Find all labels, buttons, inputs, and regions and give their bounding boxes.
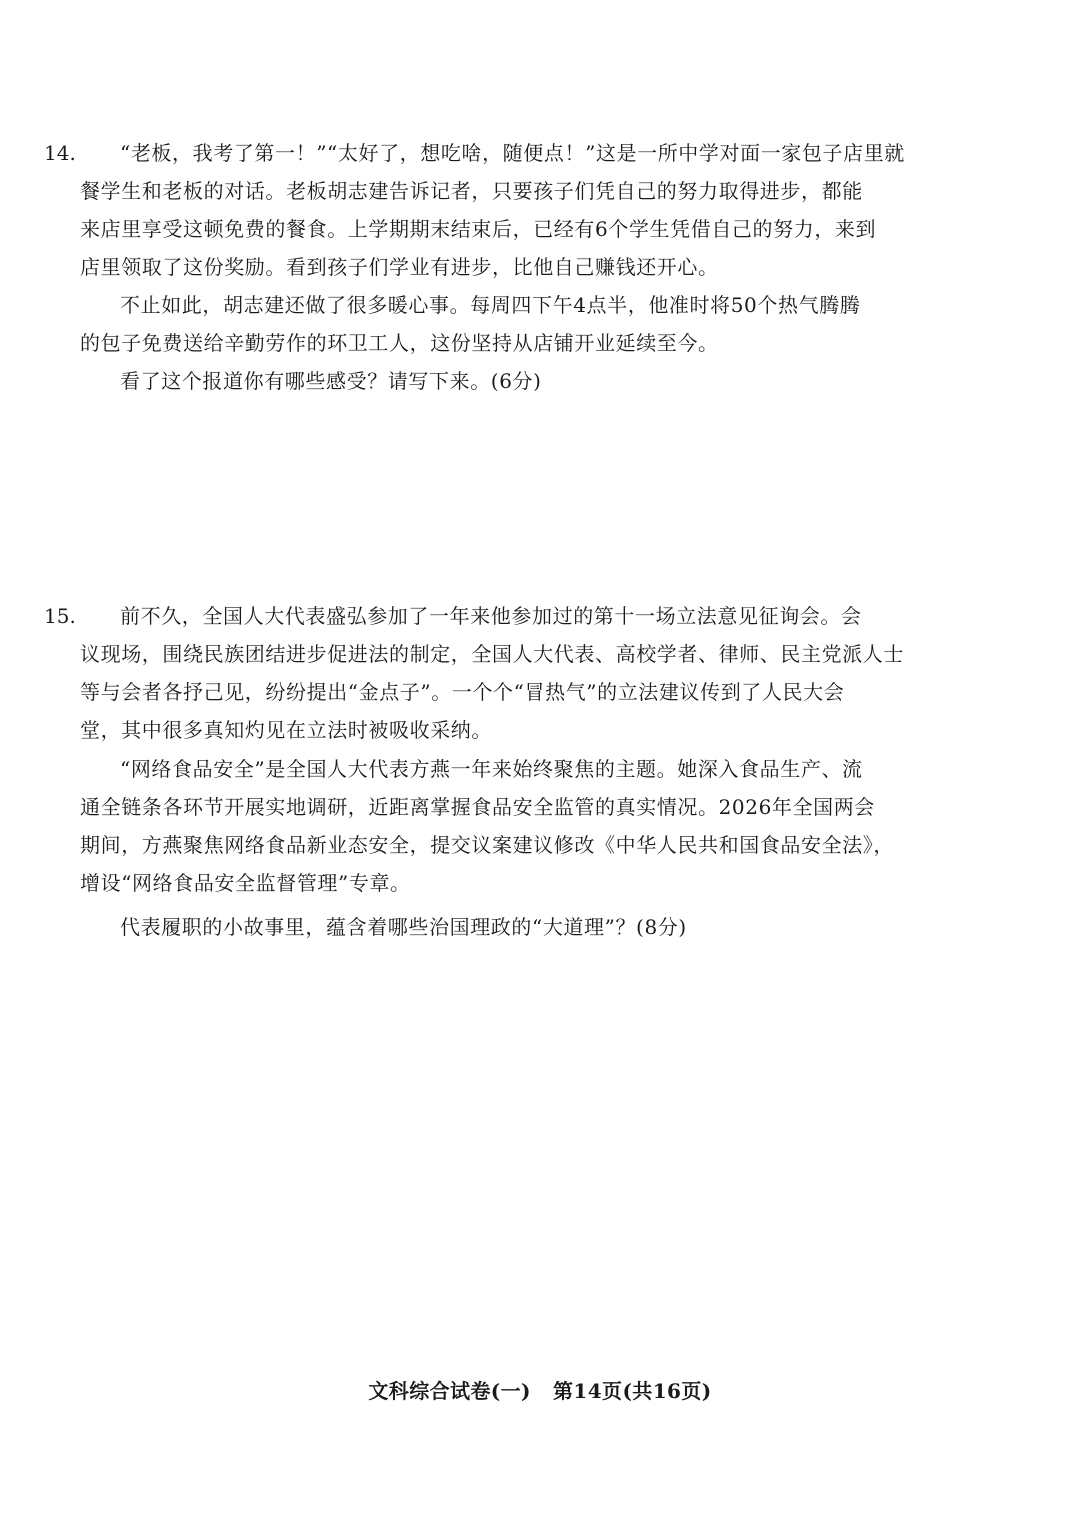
- exam-title: 文科综合试卷(一): [368, 1379, 531, 1403]
- question-text-line: 来店里享受这顿免费的餐食。上学期期末结束后，已经有6个学生凭借自己的努力，来到: [80, 217, 877, 241]
- page-footer: [0, 1374, 1080, 1408]
- page-number: 第14页(共16页): [553, 1379, 712, 1403]
- question-text-line: 议现场，围绕民族团结进步促进法的制定，全国人大代表、高校学者、律师、民主党派人士: [80, 642, 904, 666]
- footer-spacer: [531, 1379, 553, 1403]
- question-prompt: 代表履职的小故事里，蕴含着哪些治国理政的“大道理”？(8分): [120, 915, 687, 939]
- question-number: 15.: [44, 604, 76, 628]
- question-text-line: 不止如此，胡志建还做了很多暖心事。每周四下午4点半，他准时将50个热气腾腾: [120, 293, 861, 317]
- question-text-line: 餐学生和老板的对话。老板胡志建告诉记者，只要孩子们凭自己的努力取得进步，都能: [80, 179, 863, 203]
- question-text-line: 期间，方燕聚焦网络食品新业态安全，提交议案建议修改《中华人民共和国食品安全法》，: [80, 833, 894, 857]
- question-text-line: “老板，我考了第一！”“太好了，想吃啥，随便点！”这是一所中学对面一家包子店里就: [120, 141, 905, 165]
- question-text-line: “网络食品安全”是全国人大代表方燕一年来始终聚焦的主题。她深入食品生产、流: [120, 757, 863, 781]
- question-text-line: 增设“网络食品安全监督管理”专章。: [80, 871, 411, 895]
- question-text-line: 堂，其中很多真知灼见在立法时被吸收采纳。: [80, 718, 492, 742]
- question-text-line: 前不久，全国人大代表盛弘参加了一年来他参加过的第十一场立法意见征询会。会: [120, 604, 862, 628]
- question-text-line: 店里领取了这份奖励。看到孩子们学业有进步，比他自己赚钱还开心。: [80, 255, 719, 279]
- question-prompt: 看了这个报道你有哪些感受？请写下来。(6分): [120, 369, 542, 393]
- question-text-line: 的包子免费送给辛勤劳作的环卫工人，这份坚持从店铺开业延续至今。: [80, 331, 719, 355]
- question-text-line: 等与会者各抒己见，纷纷提出“金点子”。一个个“冒热气”的立法建议传到了人民大会: [80, 680, 845, 704]
- question-text-line: 通全链条各环节开展实地调研，近距离掌握食品安全监管的真实情况。2026年全国两会: [80, 795, 875, 819]
- question-number: 14.: [44, 141, 76, 165]
